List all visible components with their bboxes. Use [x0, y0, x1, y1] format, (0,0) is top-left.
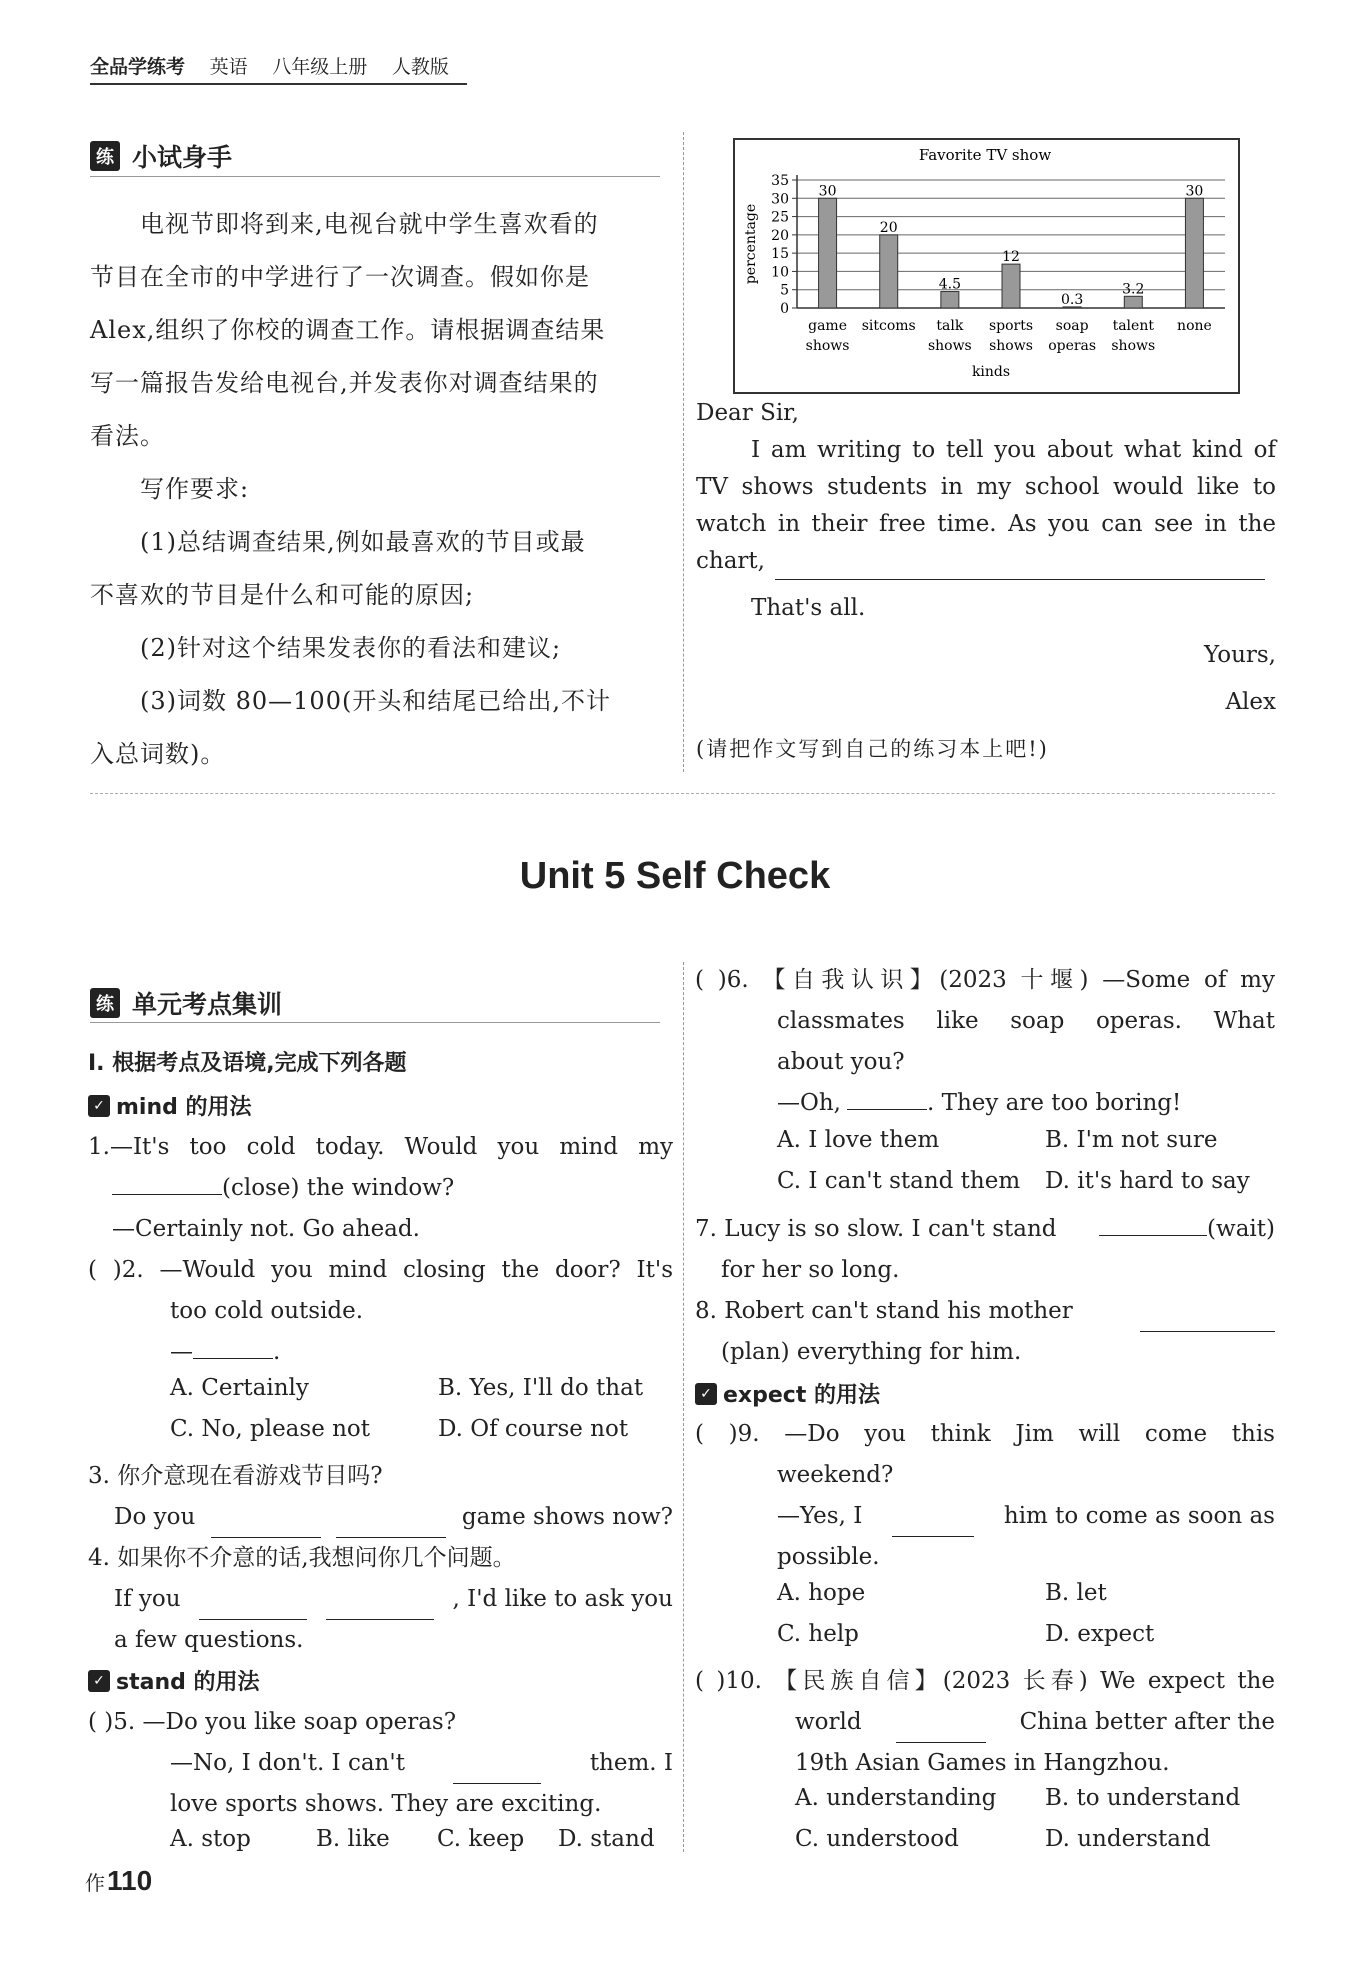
topic-label: mind 的用法 — [116, 1095, 252, 1120]
answer-blank[interactable] — [326, 1596, 434, 1620]
question-5 — [88, 1702, 673, 1825]
option-c[interactable]: C. I can't stand them — [777, 1168, 1021, 1194]
option-d[interactable]: D. Of course not — [438, 1416, 629, 1442]
y-axis-label: percentage — [743, 203, 759, 285]
topic-expect — [695, 1378, 880, 1409]
section-separator — [90, 793, 1275, 794]
answer-blank[interactable] — [775, 556, 1265, 580]
chart-svg — [735, 140, 1238, 392]
requirement-3-cont: 入总词数)。 — [90, 740, 226, 768]
bar — [1124, 296, 1142, 308]
section-title-text: 单元考点集训 — [132, 990, 283, 1019]
x-tick-label: sitcoms — [861, 318, 916, 334]
option-a[interactable]: A. hope — [777, 1580, 866, 1606]
task-description — [90, 198, 675, 781]
topic-label: stand 的用法 — [116, 1670, 260, 1695]
letter — [696, 395, 1276, 768]
answer-blank[interactable] — [199, 1596, 307, 1620]
bar-value-label: 30 — [818, 183, 837, 200]
answer-blank[interactable] — [336, 1514, 446, 1538]
q-line: weekend? — [777, 1462, 894, 1488]
q-line: —Oh, — [777, 1090, 841, 1116]
q-line: classmates like soap operas. What — [777, 1008, 1275, 1034]
question-1 — [88, 1127, 673, 1250]
y-tick-label: 30 — [771, 191, 789, 208]
topic-stand — [88, 1665, 260, 1696]
x-tick-label: sports — [988, 318, 1034, 334]
q-line: world — [795, 1709, 862, 1735]
requirement-1-cont: 不喜欢的节目是什么和可能的原因; — [90, 581, 475, 609]
option-a[interactable]: A. stop — [170, 1826, 251, 1852]
section-underline — [90, 1022, 660, 1023]
letter-note: (请把作文写到自己的练习本上吧!) — [696, 737, 1049, 761]
q-line: (close) the window? — [222, 1175, 455, 1201]
q-line: (plan) everything for him. — [721, 1339, 1022, 1365]
q-line: 1.—It's too cold today. Would you mind my — [88, 1134, 673, 1160]
question-7 — [695, 1209, 1275, 1291]
edition: 人教版 — [391, 56, 449, 78]
letter-line: chart, — [696, 548, 765, 574]
topic-mind — [88, 1090, 252, 1121]
bar — [819, 198, 837, 308]
bar — [941, 292, 959, 308]
bar — [880, 235, 898, 308]
option-b[interactable]: B. I'm not sure — [1045, 1127, 1218, 1153]
letter-closing: That's all. — [751, 595, 866, 621]
section-icon: 练 — [90, 988, 120, 1018]
requirements-title: 写作要求: — [140, 475, 250, 503]
q-line: — — [170, 1339, 193, 1365]
q-line: too cold outside. — [170, 1298, 364, 1324]
q-line: , I'd like to ask you — [452, 1586, 673, 1612]
q-line: them. I — [589, 1750, 673, 1776]
q-line: for her so long. — [721, 1257, 900, 1283]
q-line: love sports shows. They are exciting. — [170, 1791, 602, 1817]
x-tick-label: none — [1177, 318, 1212, 334]
q-line: Do you — [114, 1504, 196, 1530]
x-tick-label: talent — [1112, 318, 1154, 334]
q-line: game shows now? — [461, 1504, 673, 1530]
q-line: 3. 你介意现在看游戏节目吗? — [88, 1463, 383, 1489]
question-2: ( )2. —Would you mind closing the door? It's too cold outside. — . — [88, 1250, 673, 1373]
option-b[interactable]: B. like — [316, 1826, 390, 1852]
q-line: ( )9. —Do you think Jim will come this — [695, 1421, 1275, 1447]
para-line: 写一篇报告发给电视台,并发表你对调查结果的 — [90, 369, 599, 397]
option-d[interactable]: D. understand — [1045, 1826, 1211, 1852]
question-4 — [88, 1538, 673, 1661]
y-tick-label: 10 — [771, 264, 789, 281]
option-b[interactable]: B. Yes, I'll do that — [438, 1375, 644, 1401]
check-icon: ✓ — [88, 1670, 110, 1692]
option-c[interactable]: C. keep — [437, 1826, 525, 1852]
para-line: Alex,组织了你校的调查工作。请根据调查结果 — [90, 316, 606, 344]
topic-label: expect 的用法 — [723, 1383, 880, 1408]
subject: 英语 — [209, 56, 248, 78]
answer-blank[interactable] — [892, 1513, 974, 1537]
y-tick-label: 5 — [780, 282, 789, 299]
bar-value-label: 30 — [1185, 183, 1204, 200]
y-tick-label: 20 — [771, 227, 789, 244]
q-line: —Certainly not. Go ahead. — [112, 1216, 420, 1242]
x-tick-label: operas — [1048, 338, 1097, 354]
letter-greeting: Dear Sir, — [696, 400, 799, 426]
letter-yours: Yours, — [1204, 642, 1276, 668]
chart-title: Favorite TV show — [918, 146, 1052, 164]
q-line: ( )10. 【民族自信】(2023 长春) We expect the — [695, 1668, 1275, 1694]
y-tick-label: 0 — [780, 301, 789, 317]
letter-line: TV shows students in my school would like to — [696, 474, 1276, 500]
bar — [1002, 264, 1020, 308]
x-tick-label: shows — [927, 338, 972, 354]
option-d[interactable]: D. it's hard to say — [1045, 1168, 1250, 1194]
para-line: 电视节即将到来,电视台就中学生喜欢看的 — [140, 210, 599, 238]
q-line: 19th Asian Games in Hangzhou. — [795, 1750, 1170, 1776]
bar-value-label: 3.2 — [1122, 281, 1145, 298]
q-line: ( )6. 【自我认识】(2023 十堰) —Some of my — [695, 967, 1275, 993]
question-10 — [695, 1661, 1275, 1784]
x-tick-label: shows — [805, 338, 850, 354]
option-c[interactable]: C. understood — [795, 1826, 959, 1852]
question-6 — [695, 960, 1275, 1124]
column-divider — [683, 132, 684, 772]
q-line: about you? — [777, 1049, 905, 1075]
check-icon: ✓ — [88, 1095, 110, 1117]
y-tick-label: 15 — [771, 246, 789, 263]
answer-blank[interactable] — [1099, 1212, 1207, 1236]
para-line: 节目在全市的中学进行了一次调查。假如你是 — [90, 263, 590, 291]
option-a[interactable]: A. I love them — [777, 1127, 940, 1153]
page-number: 110 — [107, 1865, 153, 1896]
option-a[interactable]: A. understanding — [795, 1785, 997, 1811]
option-b[interactable]: B. let — [1045, 1580, 1107, 1606]
letter-name: Alex — [1225, 689, 1276, 715]
section-title-unit-points — [90, 985, 282, 1021]
y-tick-label: 35 — [771, 173, 789, 189]
brand: 全品学练考 — [90, 56, 186, 78]
x-tick-label: soap — [1055, 318, 1089, 334]
letter-chart-line — [696, 543, 1276, 580]
bar-value-label: 12 — [1002, 249, 1020, 266]
q-line: —Yes, I — [777, 1503, 863, 1529]
section-title-practice — [90, 138, 232, 174]
answer-blank[interactable] — [193, 1335, 273, 1359]
requirement-3: (3)词数 80—100(开头和结尾已给出,不计 — [140, 687, 611, 715]
grade: 八年级上册 — [272, 56, 368, 78]
q-line: ( )5. —Do you like soap operas? — [88, 1709, 457, 1735]
option-a[interactable]: A. Certainly — [170, 1375, 309, 1401]
q-line: possible. — [777, 1544, 880, 1570]
question-8 — [695, 1291, 1275, 1373]
column-divider — [683, 962, 684, 1852]
bar-value-label: 20 — [879, 219, 898, 236]
q-line: a few questions. — [114, 1627, 304, 1653]
unit-title: Unit 5 Self Check — [519, 855, 831, 897]
option-c[interactable]: C. No, please not — [170, 1416, 371, 1442]
q-line: 4. 如果你不介意的话,我想问你几个问题。 — [88, 1545, 516, 1571]
tv-show-chart — [733, 138, 1240, 394]
x-axis-label: kinds — [971, 364, 1011, 380]
para-line: 看法。 — [90, 422, 165, 450]
answer-blank[interactable] — [211, 1514, 321, 1538]
x-tick-label: talk — [936, 318, 964, 334]
question-3 — [88, 1456, 673, 1538]
page-header — [90, 52, 467, 85]
bar — [1185, 198, 1203, 308]
q-line: 7. Lucy is so slow. I can't stand — [695, 1216, 1057, 1242]
x-tick-label: game — [808, 318, 848, 334]
option-d[interactable]: D. stand — [558, 1826, 655, 1852]
bar-value-label: 4.5 — [938, 276, 961, 293]
q-line: . They are too boring! — [926, 1090, 1182, 1116]
q-line: ( )2. —Would you mind closing the door? It's — [88, 1257, 673, 1283]
option-d[interactable]: D. expect — [1045, 1621, 1155, 1647]
requirement-2: (2)针对这个结果发表你的看法和建议; — [140, 634, 562, 662]
page-footer — [85, 1865, 152, 1897]
bar-value-label: 0.3 — [1061, 291, 1084, 308]
x-tick-label: shows — [1111, 338, 1156, 354]
footer-label: 作 — [85, 1871, 105, 1895]
answer-blank[interactable] — [847, 1086, 927, 1110]
option-b[interactable]: B. to understand — [1045, 1785, 1241, 1811]
option-c[interactable]: C. help — [777, 1621, 859, 1647]
q-line: 8. Robert can't stand his mother — [695, 1298, 1073, 1324]
answer-blank[interactable] — [896, 1719, 986, 1743]
y-tick-label: 25 — [771, 209, 789, 226]
answer-blank[interactable] — [112, 1171, 222, 1195]
section-icon: 练 — [90, 141, 120, 171]
section-underline — [90, 176, 660, 177]
q-line: China better after the — [1019, 1709, 1275, 1735]
q-line: If you — [114, 1586, 181, 1612]
q-line: (wait) — [1207, 1216, 1275, 1242]
q-line: —No, I don't. I can't — [170, 1750, 405, 1776]
q-line: him to come as soon as — [1003, 1503, 1275, 1529]
x-tick-label: shows — [989, 338, 1033, 354]
answer-blank[interactable] — [453, 1760, 541, 1784]
answer-blank[interactable] — [1140, 1308, 1275, 1332]
requirement-1: (1)总结调查结果,例如最喜欢的节目或最 — [140, 528, 586, 556]
section-title-text: 小试身手 — [132, 143, 233, 172]
part-title: Ⅰ. 根据考点及语境,完成下列各题 — [88, 1051, 407, 1076]
check-icon: ✓ — [695, 1383, 717, 1405]
letter-line: I am writing to tell you about what kind of — [751, 437, 1276, 463]
question-9 — [695, 1414, 1275, 1578]
letter-line: watch in their free time. As you can see in the — [696, 511, 1276, 537]
